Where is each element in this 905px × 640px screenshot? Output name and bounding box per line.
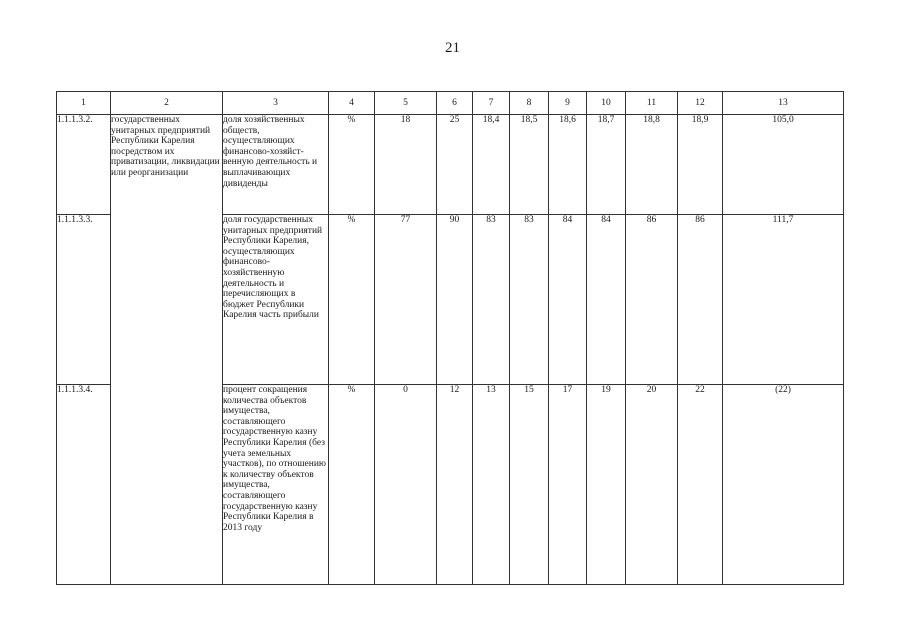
value-cell: 83: [510, 215, 549, 385]
header-cell: 5: [375, 92, 437, 115]
indicator-description: доля хозяйственных обществ, осуществляющих финансово-хозяйст-венную деятельность и выплачивающих дивиденды: [223, 115, 329, 215]
header-cell: 1: [57, 92, 111, 115]
value-cell: 83: [473, 215, 510, 385]
value-cell: 20: [626, 385, 678, 585]
header-cell: 10: [587, 92, 626, 115]
value-cell: 18,8: [626, 115, 678, 215]
row-code: 1.1.1.3.3.: [57, 215, 111, 385]
indicator-description: процент сокращения количества объектов имущества, составляющего государственную казну Республики Карелия (без учета земельных участков), по отношению к количеству объектов имущества, составляющего государственную казну Республики Карелия в 2013 году: [223, 385, 329, 585]
final-value-cell: 105,0: [723, 115, 844, 215]
unit-cell: %: [329, 215, 375, 385]
header-cell: 4: [329, 92, 375, 115]
value-cell: 90: [437, 215, 473, 385]
unit-cell: %: [329, 385, 375, 585]
final-value-cell: (22): [723, 385, 844, 585]
header-cell: 13: [723, 92, 844, 115]
value-cell: 13: [473, 385, 510, 585]
value-cell: 25: [437, 115, 473, 215]
header-cell: 6: [437, 92, 473, 115]
value-cell: 18,5: [510, 115, 549, 215]
value-cell: 18,9: [678, 115, 723, 215]
value-cell: 18,6: [549, 115, 587, 215]
value-cell: 22: [678, 385, 723, 585]
value-cell: 84: [587, 215, 626, 385]
value-cell: 17: [549, 385, 587, 585]
table-row: [57, 115, 844, 215]
value-cell: 86: [678, 215, 723, 385]
header-cell: 12: [678, 92, 723, 115]
value-cell: 18: [375, 115, 437, 215]
header-cell: 2: [111, 92, 223, 115]
header-cell: 8: [510, 92, 549, 115]
indicator-description: доля государственных унитарных предприятий Республики Карелия, осуществляющих финансово-хозяйственную деятельность и перечисляющих в бюджет Республики Карелия часть прибыли: [223, 215, 329, 385]
value-cell: 86: [626, 215, 678, 385]
value-cell: 18,4: [473, 115, 510, 215]
page-number: 21: [445, 40, 460, 56]
header-cell: 7: [473, 92, 510, 115]
value-cell: 84: [549, 215, 587, 385]
value-cell: 15: [510, 385, 549, 585]
indicators-table: [56, 91, 844, 585]
unit-cell: %: [329, 115, 375, 215]
header-row: [57, 92, 844, 115]
value-cell: 77: [375, 215, 437, 385]
header-cell: 9: [549, 92, 587, 115]
value-cell: 12: [437, 385, 473, 585]
task-description: государственных унитарных предприятий Республики Карелия посредством их приватизации, ликвидации или реорганизации: [111, 115, 223, 585]
row-code: 1.1.1.3.4.: [57, 385, 111, 585]
row-code: 1.1.1.3.2.: [57, 115, 111, 215]
value-cell: 0: [375, 385, 437, 585]
value-cell: 19: [587, 385, 626, 585]
header-cell: 11: [626, 92, 678, 115]
final-value-cell: 111,7: [723, 215, 844, 385]
header-cell: 3: [223, 92, 329, 115]
value-cell: 18,7: [587, 115, 626, 215]
